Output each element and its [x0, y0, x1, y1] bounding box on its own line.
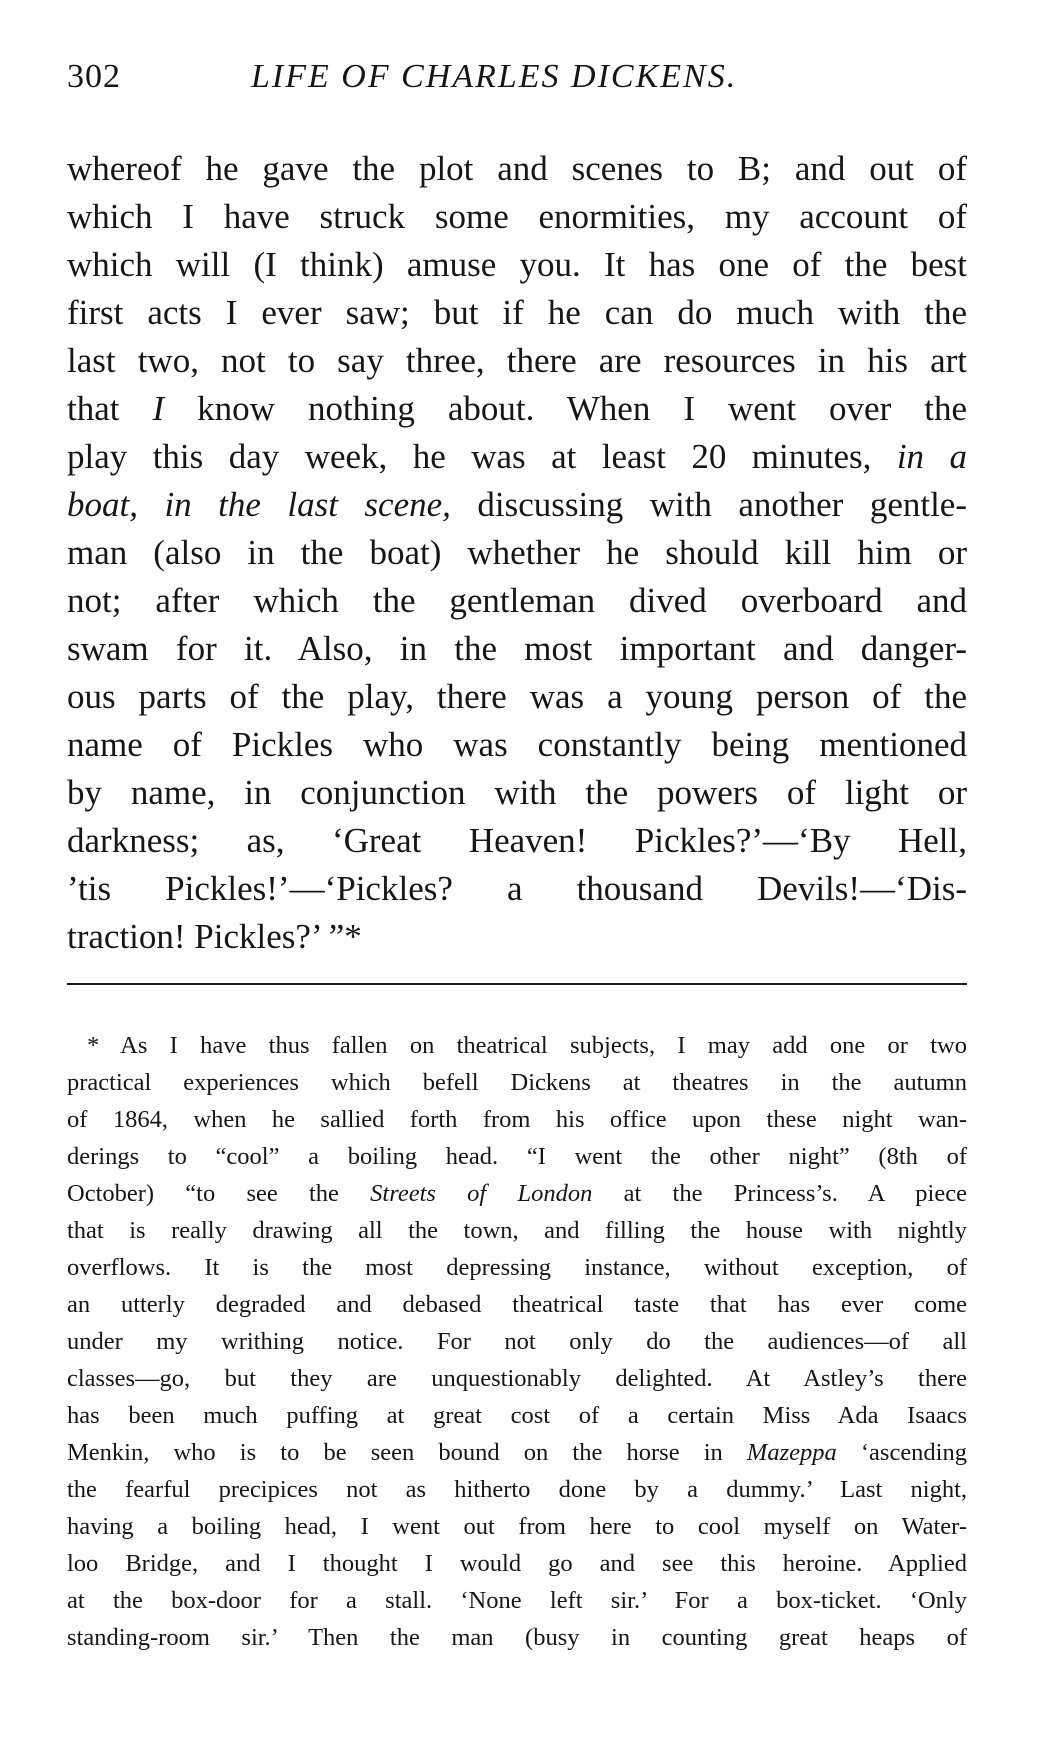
footnote-line: loo Bridge, and I thought I would go and see this heroine. Applied	[67, 1550, 967, 1577]
footnote-line: standing-room sir.’ Then the man (busy in counting great heaps of	[67, 1624, 967, 1651]
text-line: last two, not to say three, there are resources in his art	[67, 341, 967, 380]
text-line: whereof he gave the plot and scenes to B; and out of	[67, 149, 967, 188]
text-span: discussing with another gentle-	[450, 485, 967, 524]
text-line: name of Pickles who was constantly being mentioned	[67, 725, 967, 764]
text-line	[67, 433, 967, 481]
text-span: at the Princess’s. A piece	[592, 1180, 967, 1207]
italic-span: Streets of London	[370, 1180, 593, 1207]
text-line	[67, 481, 967, 529]
footnote-line: of 1864, when he sallied forth from his office upon these night wan-	[67, 1106, 967, 1133]
footnote-line: an utterly degraded and debased theatrical taste that has ever come	[67, 1291, 967, 1318]
text-span: Menkin, who is to be seen bound on the horse in	[67, 1439, 747, 1466]
footnote-line: has been much puffing at great cost of a certain Miss Ada Isaacs	[67, 1402, 967, 1429]
text-line: ous parts of the play, there was a young person of the	[67, 677, 967, 716]
page-header	[67, 58, 967, 108]
text-line: ’tis Pickles!’—‘Pickles? a thousand Devils!—‘Dis-	[67, 869, 967, 908]
footnote-line: * As I have thus fallen on theatrical subjects, I may add one or two	[87, 1032, 967, 1059]
text-line	[67, 385, 967, 433]
footnote-line: the fearful precipices not as hitherto done by a dummy.’ Last night,	[67, 1476, 967, 1503]
footnote-line	[67, 1434, 967, 1471]
footnote-divider	[67, 983, 967, 985]
text-span: ‘ascending	[836, 1439, 967, 1466]
footnote-line: under my writhing notice. For not only do the audiences—of all	[67, 1328, 967, 1355]
text-line: swam for it. Also, in the most important and danger-	[67, 629, 967, 668]
footnote-line: having a boiling head, I went out from here to cool myself on Water-	[67, 1513, 967, 1540]
italic-span: I	[152, 389, 165, 428]
text-span: that	[67, 389, 153, 428]
text-span: October) “to see the	[67, 1180, 371, 1207]
footnote-line: derings to “cool” a boiling head. “I went the other night” (8th of	[67, 1143, 967, 1170]
footnote-line: that is really drawing all the town, and filling the house with nightly	[67, 1217, 967, 1244]
footnote-line: overflows. It is the most depressing instance, without exception, of	[67, 1254, 967, 1281]
footnote-line: practical experiences which befell Dickens at theatres in the autumn	[67, 1069, 967, 1096]
text-line: by name, in conjunction with the powers of light or	[67, 773, 967, 812]
footnote	[67, 1027, 967, 1656]
text-line: not; after which the gentleman dived overboard and	[67, 581, 967, 620]
italic-span: Mazeppa	[746, 1439, 837, 1466]
footnote-line: classes—go, but they are unquestionably delighted. At Astley’s there	[67, 1365, 967, 1392]
text-line: darkness; as, ‘Great Heaven! Pickles?’—‘By Hell,	[67, 821, 967, 860]
text-line: first acts I ever saw; but if he can do much with the	[67, 293, 967, 332]
text-line: which will (I think) amuse you. It has one of the best	[67, 245, 967, 284]
italic-span: boat, in the last scene,	[67, 485, 451, 524]
text-line: traction! Pickles?’ ”*	[67, 917, 362, 956]
footnote-line: at the box-door for a stall. ‘None left sir.’ For a box-ticket. ‘Only	[67, 1587, 967, 1614]
text-span: play this day week, he was at least 20 minutes,	[67, 437, 897, 476]
main-text	[67, 145, 967, 961]
running-title: LIFE OF CHARLES DICKENS.	[251, 58, 738, 95]
italic-span: in a	[896, 437, 967, 476]
text-line: man (also in the boat) whether he should kill him or	[67, 533, 967, 572]
footnote-line	[67, 1175, 967, 1212]
text-span: know nothing about. When I went over the	[164, 389, 968, 428]
text-line: which I have struck some enormities, my account of	[67, 197, 967, 236]
page-number: 302	[67, 58, 121, 95]
